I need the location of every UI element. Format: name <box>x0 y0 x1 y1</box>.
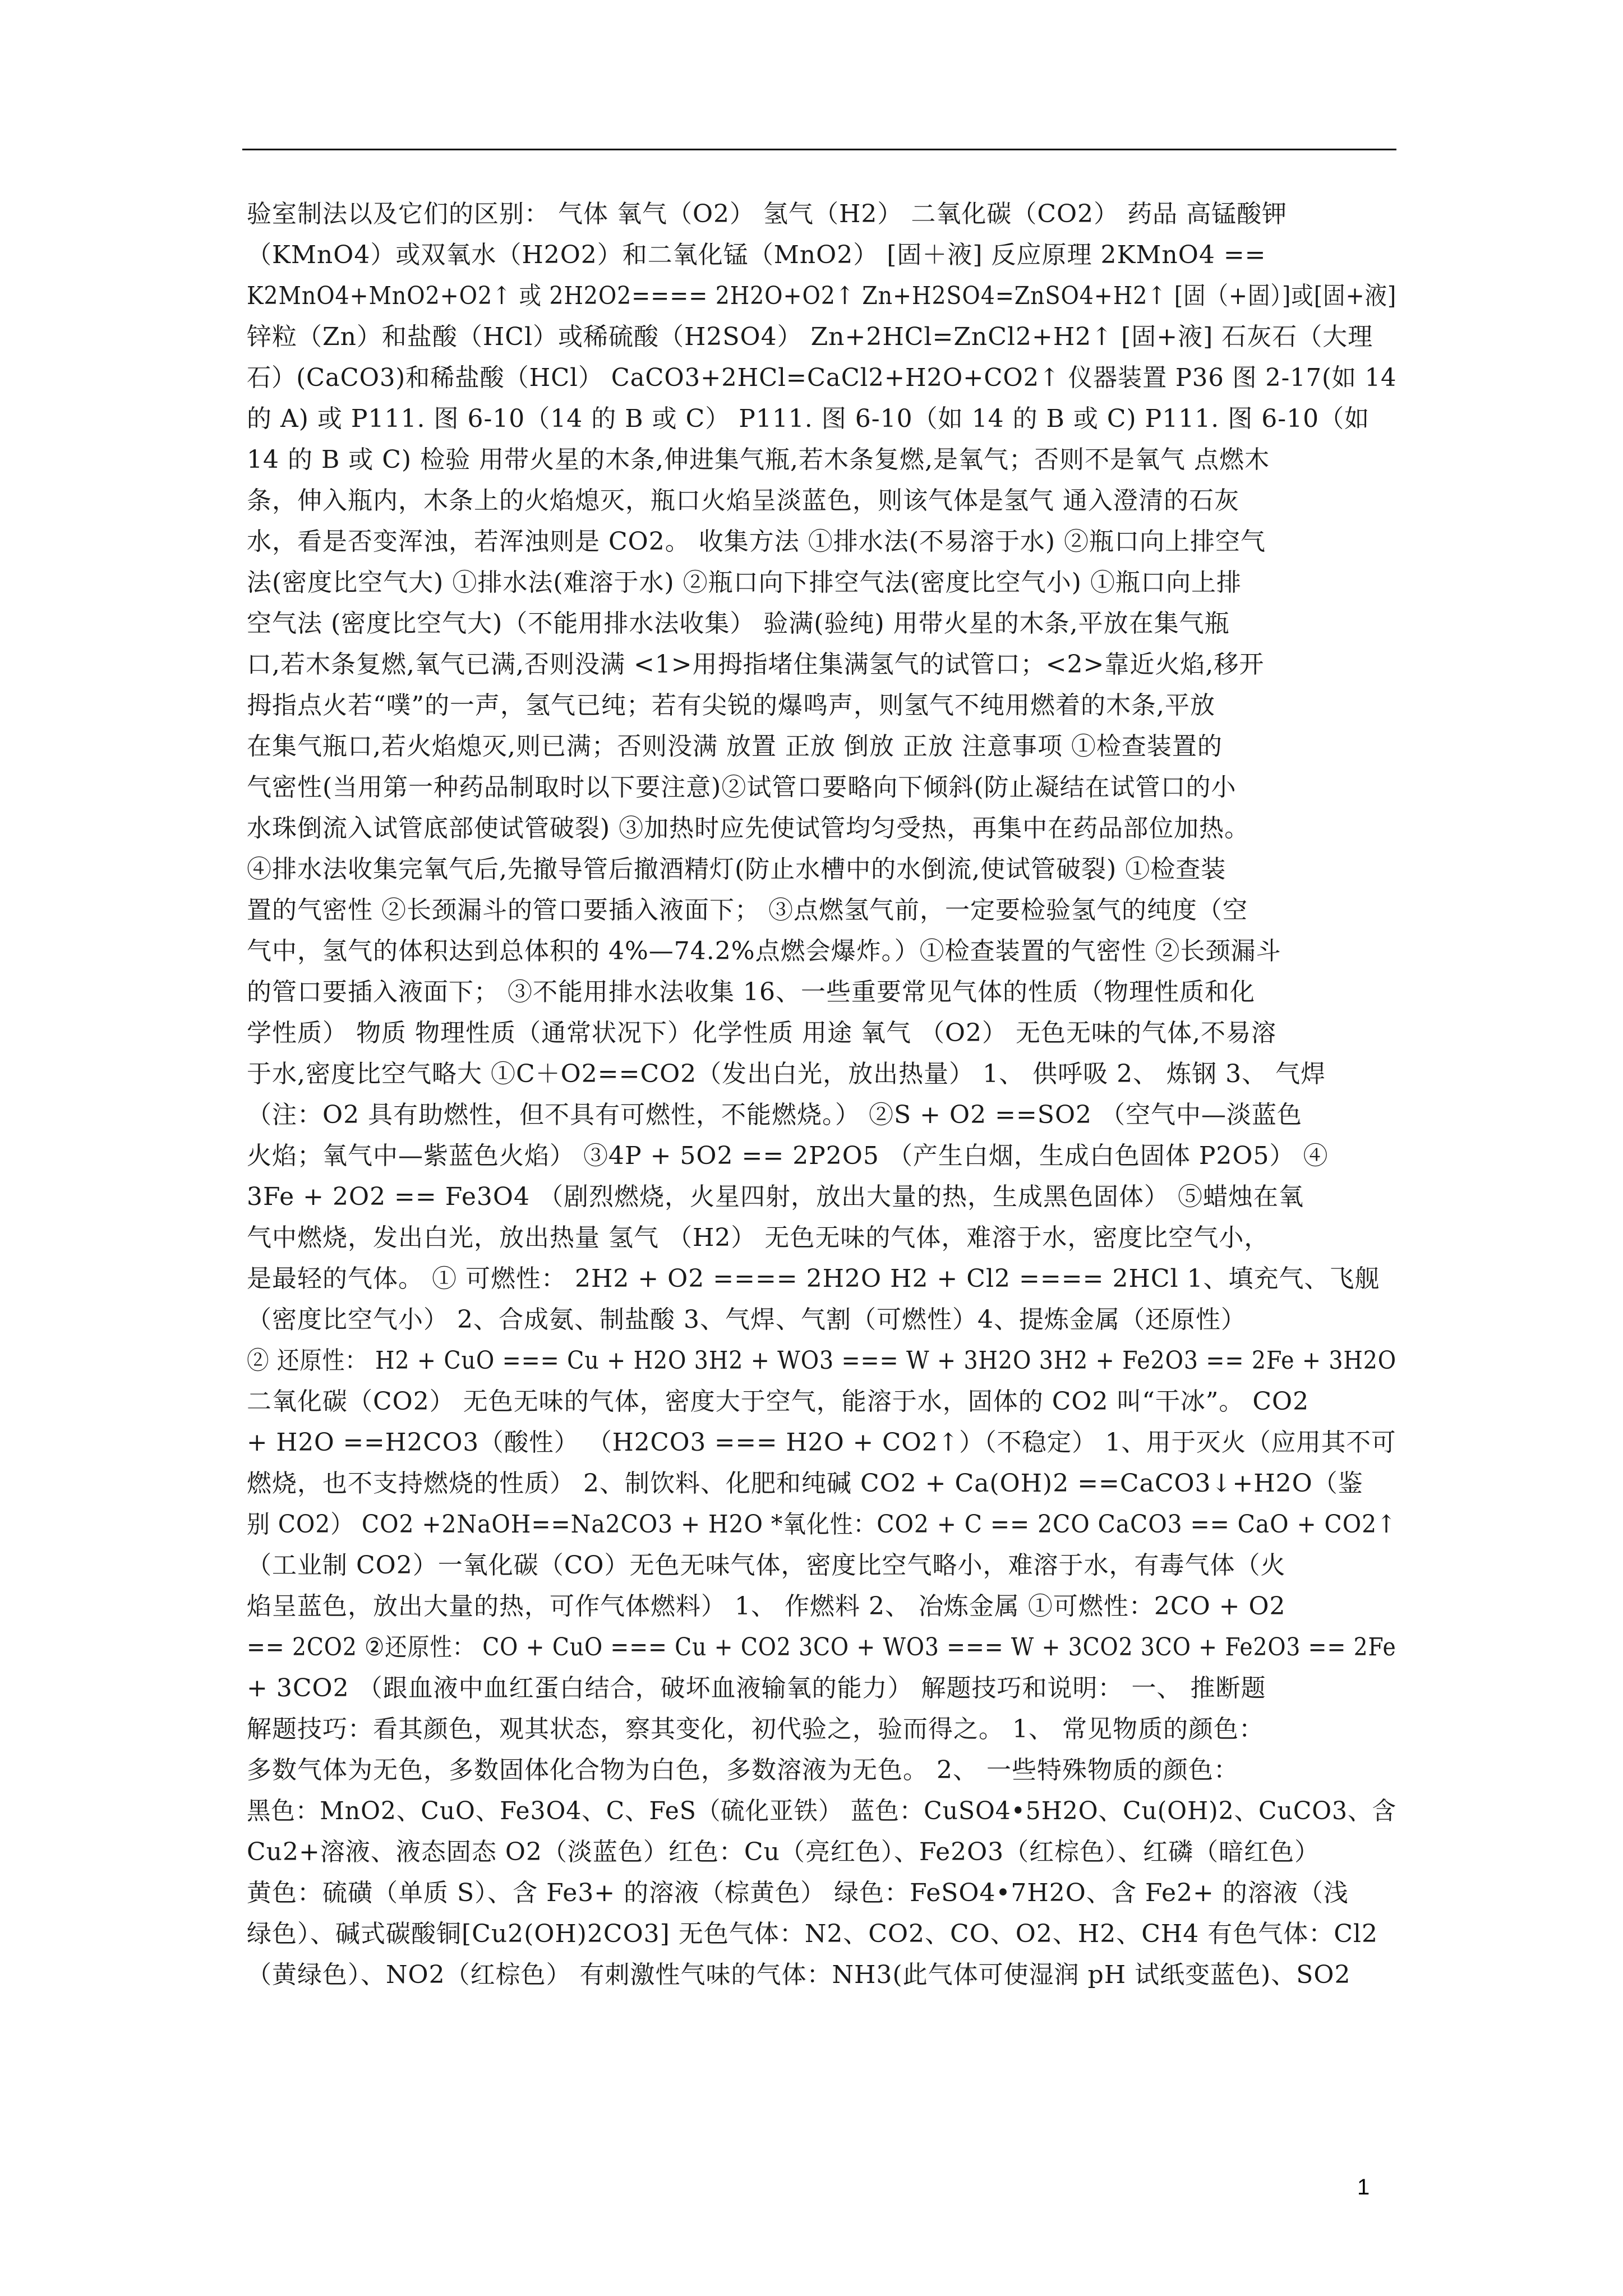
text-line: 口,若木条复燃,氧气已满,否则没满 <1>用拇指堵住集满氢气的试管口；<2>靠近火焰,移开 <box>247 650 1265 679</box>
text-line: 验室制法以及它们的区别： 气体 氧气（O2） 氢气（H2） 二氧化碳（CO2） 药品 高锰酸钾 <box>247 200 1288 228</box>
text-line: + H2O ==H2CO3（酸性） （H2CO3 === H2O + CO2↑）（不稳定） 1、用于灭火（应用其不可 <box>247 1428 1396 1457</box>
text-line: 焰呈蓝色，放出大量的热，可作气体燃料） 1、 作燃料 2、 冶炼金属 ①可燃性：2CO + O2 <box>247 1592 1286 1621</box>
text-line: 条，伸入瓶内，木条上的火焰熄灭，瓶口火焰呈淡蓝色，则该气体是氢气 通入澄清的石灰 <box>247 486 1239 515</box>
text-line: 在集气瓶口,若火焰熄灭,则已满；否则没满 放置 正放 倒放 正放 注意事项 ①检查装置的 <box>247 732 1223 761</box>
text-line: 别 CO2） CO2 +2NaOH==Na2CO3 + H2O *氧化性：CO2 + C == 2CO CaCO3 == CaO + CO2↑ <box>247 1510 1396 1539</box>
text-line: 水，看是否变浑浊，若浑浊则是 CO2。 收集方法 ①排水法(不易溶于水) ②瓶口向上排空气 <box>247 527 1266 556</box>
document-body <box>247 194 1396 2168</box>
text-line: 是最轻的气体。 ① 可燃性： 2H2 + O2 ==== 2H2O H2 + Cl2 ==== 2HCl 1、填充气、飞舰 <box>247 1264 1380 1293</box>
text-line: 3Fe + 2O2 == Fe3O4 （剧烈燃烧，火星四射，放出大量的热，生成黑色固体） ⑤蜡烛在氧 <box>247 1182 1304 1211</box>
text-line: （密度比空气小） 2、合成氨、制盐酸 3、气焊、气割（可燃性）4、提炼金属（还原性） <box>247 1305 1246 1334</box>
text-line: 学性质） 物质 物理性质（通常状况下）化学性质 用途 氧气 （O2） 无色无味的气体,不易溶 <box>247 1019 1276 1047</box>
text-line: 解题技巧：看其颜色，观其状态，察其变化，初代验之，验而得之。 1、 常见物质的颜色： <box>247 1715 1264 1743</box>
text-line: 黄色：硫磺（单质 S）、含 Fe3+ 的溶液（棕黄色） 绿色：FeSO4•7H2O、含 Fe2+ 的溶液（浅 <box>247 1879 1349 1907</box>
text-line: 气密性(当用第一种药品制取时以下要注意)②试管口要略向下倾斜(防止凝结在试管口的小 <box>247 773 1237 802</box>
text-line: 水珠倒流入试管底部使试管破裂) ③加热时应先使试管均匀受热，再集中在药品部位加热。 <box>247 814 1250 843</box>
text-line: 石）(CaCO3)和稀盐酸（HCl） CaCO3+2HCl=CaCl2+H2O+CO2↑ 仪器装置 P36 图 2-17(如 14 <box>247 364 1396 392</box>
text-line: 置的气密性 ②长颈漏斗的管口要插入液面下； ③点燃氢气前，一定要检验氢气的纯度（空 <box>247 896 1248 924</box>
text-line: 绿色）、碱式碳酸铜[Cu2(OH)2CO3] 无色气体：N2、CO2、CO、O2、H2、CH4 有色气体：Cl2 <box>247 1920 1378 1948</box>
text-line: 燃烧，也不支持燃烧的性质） 2、制饮料、化肥和纯碱 CO2 + Ca(OH)2 ==CaCO3↓+H2O（鉴 <box>247 1469 1363 1498</box>
header-rule <box>242 149 1396 150</box>
text-line: （注：O2 具有助燃性，但不具有可燃性，不能燃烧。） ②S + O2 ==SO2 （空气中—淡蓝色 <box>247 1101 1303 1129</box>
text-line: ④排水法收集完氧气后,先撤导管后撤酒精灯(防止水槽中的水倒流,使试管破裂) ①检查装 <box>247 855 1227 884</box>
text-line: == 2CO2 ②还原性： CO + CuO === Cu + CO2 3CO + WO3 === W + 3CO2 3CO + Fe2O3 == 2Fe <box>247 1633 1396 1662</box>
text-line: 气中燃烧，发出白光，放出热量 氢气 （H2） 无色无味的气体，难溶于水，密度比空气小， <box>247 1223 1270 1252</box>
text-line: 气中，氢气的体积达到总体积的 4%—74.2%点燃会爆炸。）①检查装置的气密性 ②长颈漏斗 <box>247 937 1281 965</box>
text-line: （KMnO4）或双氧水（H2O2）和二氧化锰（MnO2） [固＋液] 反应原理 2KMnO4 == <box>247 241 1266 269</box>
text-line: 于水,密度比空气略大 ①C＋O2==CO2（发出白光，放出热量） 1、 供呼吸 2、 炼钢 3、 气焊 <box>247 1060 1326 1088</box>
text-line: （黄绿色）、NO2（红棕色） 有刺激性气味的气体：NH3(此气体可使湿润 pH 试纸变蓝色)、SO2 <box>247 1961 1351 1989</box>
text-line: 二氧化碳（CO2） 无色无味的气体，密度大于空气，能溶于水，固体的 CO2 叫“干冰”。 CO2 <box>247 1387 1310 1416</box>
text-line: K2MnO4+MnO2+O2↑ 或 2H2O2==== 2H2O+O2↑ Zn+H2SO4=ZnSO4+H2↑ [固（+固）]或[固+液] <box>247 282 1396 310</box>
text-line: 的 A) 或 P111. 图 6-10（14 的 B 或 C） P111. 图 6-10（如 14 的 B 或 C) P111. 图 6-10（如 <box>247 404 1370 433</box>
text-line: 的管口要插入液面下； ③不能用排水法收集 16、一些重要常见气体的性质（物理性质和化 <box>247 978 1255 1006</box>
text-line: 多数气体为无色，多数固体化合物为白色，多数溶液为无色。 2、 一些特殊物质的颜色： <box>247 1756 1239 1784</box>
text-line: （工业制 CO2）一氧化碳（CO）无色无味气体，密度比空气略小，难溶于水，有毒气体（火 <box>247 1551 1286 1580</box>
text-line: 14 的 B 或 C) 检验 用带火星的木条,伸进集气瓶,若木条复燃,是氧气；否则不是氧气 点燃木 <box>247 445 1270 474</box>
text-line: 拇指点火若“噗”的一声，氢气已纯；若有尖锐的爆鸣声，则氢气不纯用燃着的木条,平放 <box>247 691 1215 720</box>
text-line: 黑色：MnO2、CuO、Fe3O4、C、FeS（硫化亚铁） 蓝色：CuSO4•5H2O、Cu(OH)2、CuCO3、含 <box>247 1797 1396 1825</box>
text-line: Cu2+溶液、液态固态 O2（淡蓝色）红色：Cu（亮红色）、Fe2O3（红棕色）、红磷（暗红色） <box>247 1838 1320 1866</box>
text-line: 法(密度比空气大) ①排水法(难溶于水) ②瓶口向下排空气法(密度比空气小) ①瓶口向上排 <box>247 568 1242 597</box>
text-line: + 3CO2 （跟血液中血红蛋白结合，破坏血液输氧的能力） 解题技巧和说明： 一、 推断题 <box>247 1674 1266 1703</box>
text-line: 空气法 (密度比空气大)（不能用排水法收集） 验满(验纯) 用带火星的木条,平放在集气瓶 <box>247 609 1230 638</box>
page-number: 1 <box>1357 2175 1370 2200</box>
text-line: ② 还原性： H2 + CuO === Cu + H2O 3H2 + WO3 === W + 3H2O 3H2 + Fe2O3 == 2Fe + 3H2O <box>247 1346 1396 1375</box>
text-line: 锌粒（Zn）和盐酸（HCl）或稀硫酸（H2SO4） Zn+2HCl=ZnCl2+H2↑ [固+液] 石灰石（大理 <box>247 323 1373 351</box>
text-line: 火焰；氧气中—紫蓝色火焰） ③4P + 5O2 == 2P2O5 （产生白烟，生成白色固体 P2O5） ④ <box>247 1142 1329 1170</box>
